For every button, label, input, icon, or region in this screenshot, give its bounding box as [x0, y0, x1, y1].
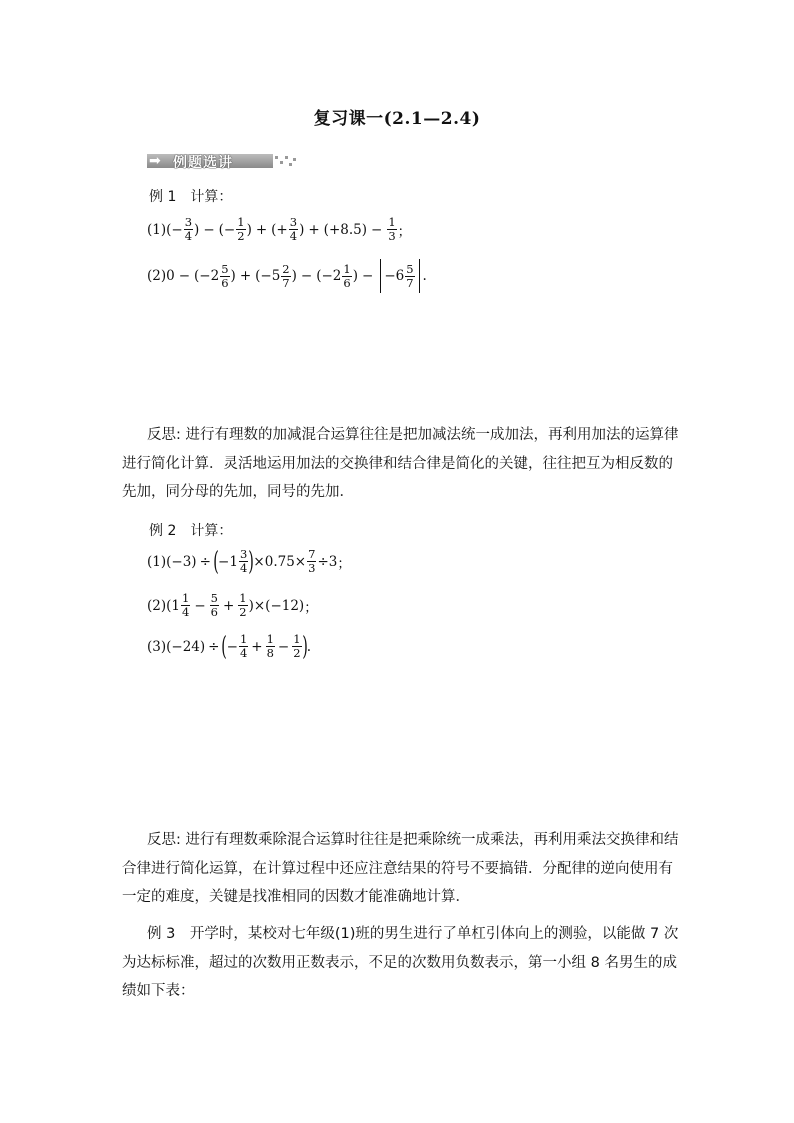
fraction	[210, 592, 219, 619]
math-token	[293, 158, 296, 161]
math-token: −	[300, 268, 313, 284]
math-token: 7	[308, 547, 316, 561]
math-token: ÷	[208, 638, 220, 655]
fraction	[281, 263, 290, 290]
math-token	[285, 156, 288, 159]
math-token	[289, 163, 292, 166]
math-token: )×(−12)	[248, 597, 305, 614]
math-token: (3)	[147, 638, 167, 655]
math-token: 3	[388, 229, 396, 243]
math-token: 2	[282, 261, 290, 276]
math-token: +	[251, 638, 263, 655]
math-token: (−2	[316, 268, 342, 284]
math-token: −	[178, 268, 191, 284]
example-2-problem-3	[147, 633, 311, 660]
example-3: 例 3 开学时，某校对七年级(1)班的男生进行了单杠引体向上的测验，以能做 7 次为达标标准，超过的次数用正数表示，不足的次数用负数表示，第一小组 8 名男生的成绩如下表：	[122, 926, 679, 999]
page-title: 复习课一(2.1—2.4)	[313, 109, 481, 129]
math-token: (−2	[194, 268, 220, 284]
math-token: (	[221, 631, 228, 662]
math-token: 4	[184, 229, 193, 243]
math-token: (	[213, 546, 219, 577]
math-token: (+	[271, 221, 288, 238]
math-token: 1	[266, 632, 274, 646]
math-token	[280, 161, 283, 164]
arrow-icon: ➡	[149, 153, 161, 169]
math-token: 5	[221, 261, 229, 276]
fraction	[307, 548, 316, 575]
math-token: 2	[237, 229, 245, 243]
fraction	[289, 216, 298, 243]
reflection-2: 反思: 进行有理数乘除混合运算时往往是把乘除统一成乘法，再利用乘法交换律和结合律进行简化运算，在计算过程中还应注意结果的符号不要搞错．分配律的逆向使用有一定的难度，关键是找准相同的因数才能准确地计算．	[122, 832, 679, 905]
math-token: .	[306, 638, 311, 655]
math-token: 4	[181, 605, 190, 619]
math-token: (−24)	[166, 638, 206, 655]
math-token: (2)0	[147, 268, 175, 284]
fraction	[184, 216, 193, 243]
example-2-problem-2	[147, 592, 318, 619]
math-token: 3	[289, 215, 298, 229]
math-token: 1	[181, 591, 190, 605]
math-token: 7	[406, 275, 414, 290]
math-token: 1	[293, 632, 301, 646]
math-token: 3	[184, 215, 193, 229]
banner-label: 例题选讲	[173, 155, 233, 171]
math-token: )	[352, 268, 358, 284]
math-token: .	[422, 268, 427, 284]
math-token: −	[362, 268, 374, 284]
math-token: +	[239, 268, 252, 284]
math-token: )	[246, 221, 252, 238]
fraction	[238, 592, 247, 619]
section-banner	[147, 149, 297, 169]
abs-bar-left	[380, 259, 381, 293]
math-token: 4	[239, 646, 248, 660]
math-token: 4	[239, 561, 248, 575]
math-token: (−5	[255, 268, 281, 284]
math-token: 5	[210, 591, 218, 605]
math-token: ；	[304, 599, 318, 616]
math-token: )	[301, 631, 308, 662]
example-1-problem-1	[147, 216, 411, 243]
math-token: (−3)	[166, 553, 197, 570]
example-1-label: 例 1 计算：	[149, 189, 233, 205]
math-token: 5	[406, 261, 414, 276]
reflection-1: 反思: 进行有理数的加减混合运算往往是把加减法统一成加法，再利用加法的运算律进行简化计算．灵活地运用加法的交换律和结合律是简化的关键，往往把互为相反数的先加，同分母的先加，同号的先加．	[122, 427, 679, 500]
math-token: ÷3	[317, 553, 338, 570]
math-token: 3	[239, 547, 248, 561]
fraction	[405, 263, 414, 290]
math-token: −	[203, 221, 215, 238]
abs-bar-right	[419, 259, 420, 293]
math-token: ×0.75×	[253, 553, 307, 570]
math-token: −	[371, 221, 383, 238]
math-token: ；	[397, 223, 412, 240]
fraction	[220, 263, 229, 290]
math-token: )	[299, 221, 305, 238]
math-token: +	[255, 221, 268, 238]
math-token: 4	[289, 229, 298, 243]
example-2-problem-1	[147, 548, 351, 575]
math-token: (−	[166, 221, 183, 238]
math-token: +	[222, 597, 235, 614]
math-token: (1	[166, 597, 180, 614]
math-token: −1	[218, 553, 238, 570]
fraction	[387, 216, 396, 243]
math-token: 1	[343, 261, 351, 276]
math-token: 3	[308, 561, 316, 575]
fraction	[181, 592, 190, 619]
math-token: 6	[343, 275, 351, 290]
math-token: )	[248, 546, 255, 577]
math-token: )	[291, 268, 297, 284]
math-token: 6	[221, 275, 229, 290]
fraction	[342, 263, 351, 290]
math-token: (1)	[147, 553, 167, 570]
math-token: +	[308, 221, 320, 238]
math-token: )	[194, 221, 200, 238]
math-token: 6	[210, 605, 218, 619]
math-token: −	[226, 638, 238, 655]
math-token: −6	[384, 268, 405, 284]
math-token: (−	[218, 221, 236, 238]
math-token: 8	[266, 646, 274, 660]
fraction	[266, 633, 275, 660]
fraction	[239, 548, 248, 575]
math-token: 2	[293, 646, 301, 660]
math-token: (2)	[147, 597, 167, 614]
fraction	[236, 216, 245, 243]
math-token: 1	[239, 632, 248, 646]
math-token: 1	[388, 215, 396, 229]
math-token: 1	[237, 215, 245, 229]
example-1-problem-2	[147, 259, 427, 293]
math-token: ÷	[199, 553, 211, 570]
fraction	[239, 633, 248, 660]
math-token: −	[194, 597, 206, 614]
example-2-label: 例 2 计算：	[149, 523, 233, 539]
math-token: (+8.5)	[323, 221, 367, 238]
fraction	[292, 633, 301, 660]
math-token: (1)	[147, 221, 167, 238]
math-token: 2	[239, 605, 247, 619]
math-token: 7	[282, 275, 290, 290]
math-token	[275, 156, 278, 159]
math-token: ；	[337, 555, 351, 572]
math-token: )	[230, 268, 236, 284]
math-token: 1	[239, 591, 247, 605]
math-token: −	[277, 638, 290, 655]
